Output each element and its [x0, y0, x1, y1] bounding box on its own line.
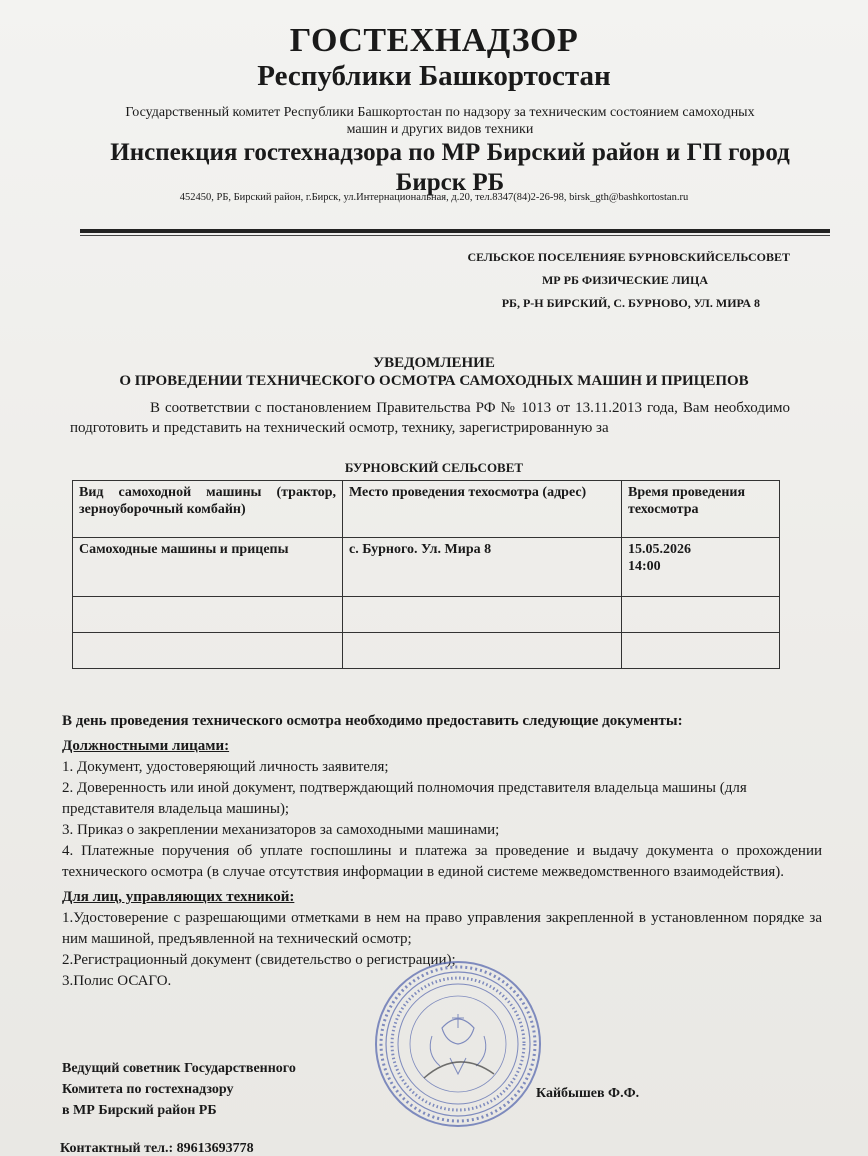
- list-item: 3. Приказ о закреплении механизаторов за самоходными машинами;: [62, 822, 500, 838]
- council-name: БУРНОВСКИЙ СЕЛЬСОВЕТ: [344, 460, 524, 475]
- signatory-title-1: Ведущий советник Государственного: [62, 1061, 296, 1076]
- republic-title: Республики Башкортостан: [257, 60, 611, 92]
- notice-body-text: В соответствии с постановлением Правительства РФ № 1013 от 13.11.2013 года, Вам необходимо подготовить и представить на технический осмотр, технику, зарегистрированную за: [70, 400, 790, 436]
- list-item: 4. Платежные поручения об уплате госпошлины и платежа за проведение и выдачу документа о прохождении технического осмотра (в случае отсутствия информации в единой системе межведомственного взаимодействия).: [62, 843, 822, 880]
- table-cell: с. Бурного. Ул. Мира 8: [343, 538, 622, 597]
- header-rule-thin: [80, 235, 830, 236]
- list-item: 3.Полис ОСАГО.: [62, 973, 172, 989]
- table-cell: [343, 597, 622, 633]
- contact-phone: Контактный тел.: 89613693778: [60, 1141, 254, 1156]
- table-header-row: [73, 481, 780, 538]
- notice-title-2: О ПРОВЕДЕНИИ ТЕХНИЧЕСКОГО ОСМОТРА САМОХОДНЫХ МАШИН И ПРИЦЕПОВ: [119, 373, 749, 389]
- table-header-cell: Вид самоходной машины (трактор, зерноуборочный комбайн): [73, 481, 343, 538]
- documents-intro: В день проведения технического осмотра необходимо предоставить следующие документы:: [62, 713, 683, 729]
- table-row: [73, 633, 780, 669]
- list-item: 1. Документ, удостоверяющий личность заявителя;: [62, 759, 389, 775]
- inspection-schedule-table: [72, 480, 780, 669]
- notice-title: [0, 354, 868, 390]
- inspection-date: 15.05.2026: [628, 542, 691, 557]
- table-cell: [73, 597, 343, 633]
- table-cell: [622, 633, 780, 669]
- committee-name: Государственный комитет Республики Башкортостан по надзору за техническим состоянием самоходных машин и других видов техники: [125, 105, 755, 137]
- table-cell: Самоходные машины и прицепы: [73, 538, 343, 597]
- signatory-title: [62, 1058, 296, 1121]
- table-header-cell: Место проведения техосмотра (адрес): [343, 481, 622, 538]
- officials-heading: Должностными лицами:: [62, 738, 230, 754]
- list-item: 2.Регистрационный документ (свидетельство о регистрации);: [62, 952, 456, 968]
- official-stamp-seal: [372, 958, 544, 1130]
- table-cell: [622, 597, 780, 633]
- operators-heading: Для лиц, управляющих техникой:: [62, 889, 295, 905]
- notice-body: [70, 398, 790, 438]
- table-row: [73, 538, 780, 597]
- inspection-name: [80, 138, 820, 198]
- agency-title: ГОСТЕХНАДЗОР: [289, 22, 579, 59]
- list-item: 2. Доверенность или иной документ, подтверждающий полномочия представителя владельца машины (для представителя владельца машины);: [62, 780, 747, 817]
- table-cell: [343, 633, 622, 669]
- inspection-line-2: Бирск РБ: [395, 169, 505, 196]
- list-item: 1.Удостоверение с разрешающими отметками в нем на право управления закрепленной в установленном порядке за ним машиной, предъявленной на технический осмотр;: [62, 910, 822, 947]
- table-header-cell: Время проведения техосмотра: [622, 481, 780, 538]
- signatory-title-2: Комитета по гостехнадзору: [62, 1082, 234, 1097]
- notice-title-1: УВЕДОМЛЕНИЕ: [373, 355, 495, 371]
- recipient-line-3: РБ, Р-Н БИРСКИЙ, С. БУРНОВО, УЛ. МИРА 8: [501, 296, 760, 310]
- signatory-name: Кайбышев Ф.Ф.: [536, 1086, 640, 1101]
- header-rule: [80, 229, 830, 233]
- table-row: [73, 597, 780, 633]
- recipient-line-2: МР РБ ФИЗИЧЕСКИЕ ЛИЦА: [541, 273, 708, 287]
- inspection-line-1: Инспекция гостехнадзора по МР Бирский район и ГП город: [110, 139, 790, 166]
- inspection-time: 14:00: [628, 559, 661, 574]
- table-cell: [622, 538, 780, 597]
- signatory-title-3: в МР Бирский район РБ: [62, 1103, 217, 1118]
- documents-section: [62, 711, 822, 992]
- table-cell: [73, 633, 343, 669]
- recipient-line-1: СЕЛЬСКОЕ ПОСЕЛЕНИЯЕ БУРНОВСКИЙСЕЛЬСОВЕТ: [467, 250, 790, 264]
- contact-info: 452450, РБ, Бирский район, г.Бирск, ул.Интернациональная, д.20, тел.8347(84)2-26-98, birsk_gth@bashkortostan.ru: [179, 192, 689, 203]
